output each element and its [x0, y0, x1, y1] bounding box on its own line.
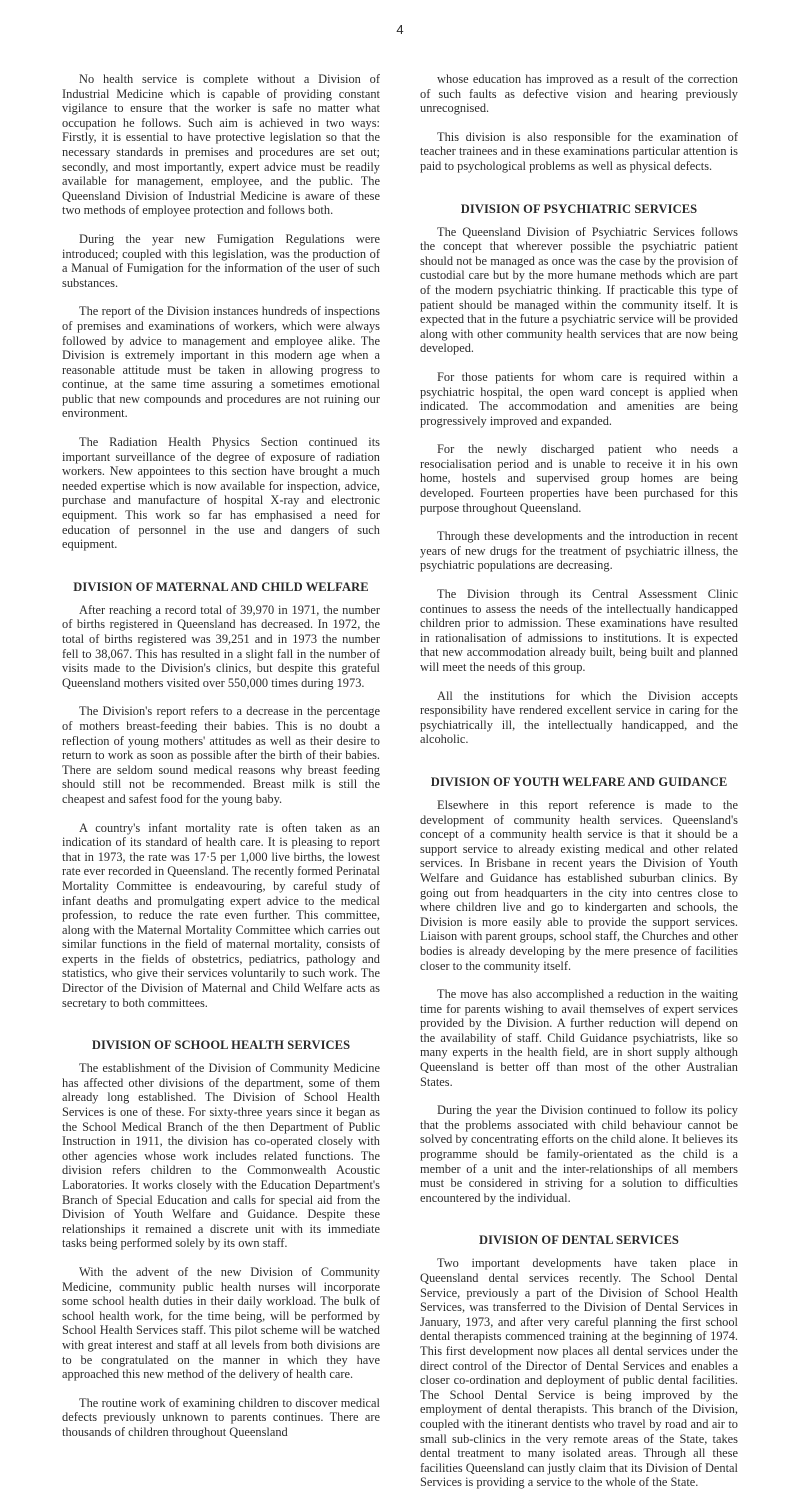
paragraph: With the advent of the new Division of Community Medicine, community public health nurses will incorporate some school health duties in their daily workload. The bulk of school health work, for the time being, will be performed by School Health Services staff. This pilot scheme will be watched with great interest and staff at all levels from both divisions are to be congratulated on the manner in which they have approached this new method of the delivery of health care. [62, 1264, 380, 1382]
paragraph: Through these developments and the introduction in recent years of new drugs for the treatment of psychiatric illness, the psychiatric populations are decreasing. [420, 529, 738, 573]
paragraph: whose education has improved as a result of the correction of such faults as defective vision and hearing previously unrecognised. [420, 72, 738, 116]
section [420, 775, 738, 1205]
section [420, 202, 738, 747]
paragraph: For the newly discharged patient who needs a resocialisation period and is unable to receive it in his own home, hostels and supervised group homes are being developed. Fourteen properties have been purchased for this purpose throughout Queensland. [420, 442, 738, 515]
section-heading: DIVISION OF SCHOOL HEALTH SERVICES [91, 1038, 351, 1053]
paragraph: The routine work of examining children to discover medical defects previously unknown to parents continues. There are thousands of children throughout Queensland [62, 1395, 380, 1439]
paragraph: This division is also responsible for the examination of teacher trainees and in these examinations particular attention is paid to psychological problems as well as physical defects. [420, 129, 738, 173]
section [62, 1038, 380, 1439]
section-heading: DIVISION OF YOUTH WELFARE AND GUIDANCE [430, 774, 728, 789]
section-heading: DIVISION OF DENTAL SERVICES [479, 1233, 679, 1248]
paragraph: The establishment of the Division of Community Medicine has affected other divisions of the department, some of them already long established. The Division of School Health Services is one of these. For sixty-three years since it began as the School Medical Branch of the then Department of Public Instruction in 1911, the division has co-operated closely with other agencies whose work includes related functions. The division refers children to the Commonwealth Acoustic Laboratories. It works closely with the Education Department's Branch of Special Education and calls for special aid from the Division of Youth Welfare and Guidance. Despite these relationships it remained a discrete unit with its immediate tasks being performed solely by its own staff. [62, 1061, 380, 1251]
paragraph: No health service is complete without a Division of Industrial Medicine which is capable of providing constant vigilance to ensure that the worker is safe no matter what occupation he follows. Such aim is achieved in two ways: Firstly, it is essential to have protective legislation so that the necessary standards in premises and procedures are set out; secondly, and most importantly, expert advice must be readily available for management, employee, and the public. The Queensland Division of Industrial Medicine is aware of these two methods of employee protection and follows both. [62, 72, 380, 218]
paragraph: Elsewhere in this report reference is made to the development of community health services. Queensland's concept of a community health service is that it should be a support service to already existing medical and other related services. In Brisbane in recent years the Division of Youth Welfare and Guidance has established suburban clinics. By going out from headquarters in the city into centres close to where children live and go to kindergarten and schools, the Division is more easily able to provide the support services. Liaison with parent groups, school staff, the Churches and other bodies is already developing by the mere presence of facilities closer to the community itself. [420, 797, 738, 973]
section [62, 72, 380, 552]
left-column [62, 72, 380, 1454]
paragraph: The Division through its Central Assessment Clinic continues to assess the needs of the intellectually handicapped children prior to admission. These examinations have resulted in rationalisation of admissions to institutions. It is expected that new accommodation already built, being built and planned will meet the needs of this group. [420, 587, 738, 674]
paragraph: After reaching a record total of 39,970 in 1971, the number of births registered in Queensland has decreased. In 1972, the total of births registered was 39,251 and in 1973 the number fell to 38,067. This has resulted in a slight fall in the number of visits made to the Division's clinics, but despite this grateful Queensland mothers visited over 550,000 times during 1973. [62, 602, 380, 690]
paragraph: A country's infant mortality rate is often taken as an indication of its standard of health care. It is pleasing to report that in 1973, the rate was 17·5 per 1,000 live births, the lowest rate ever recorded in Queensland. The recently formed Perinatal Mortality Committee is endeavouring, by careful study of infant deaths and promulgating expert advice to the medical profession, to reduce the rate even further. This committee, along with the Maternal Mortality Committee which carries out similar functions in the field of maternal mortality, consists of experts in the fields of obstetrics, pediatrics, pathology and statistics, who give their services voluntarily to such work. The Director of the Division of Maternal and Child Welfare acts as secretary to both committees. [62, 820, 380, 1010]
paragraph: Two important developments have taken place in Queensland dental services recently. The School Dental Service, previously a part of the Division of School Health Services, was transferred to the Division of Dental Services in January, 1973, and after very careful planning the first school dental therapists commenced training at the beginning of 1974. This first development now places all dental services under the direct control of the Director of Dental Services and enables a closer co-ordination and deployment of public dental facilities. The School Dental Service is being improved by the employment of dental therapists. This branch of the Division, coupled with the itinerant dentists who travel by road and air to small sub-clinics in the very remote areas of the State, takes dental treatment to many isolated areas. Through all these facilities Queensland can justly claim that its Division of Dental Services is providing a service to the whole of the State. [420, 1256, 738, 1490]
paragraph: For those patients for whom care is required within a psychiatric hospital, the open ward concept is applied when indicated. The accommodation and amenities are being progressively improved and expanded. [420, 369, 738, 428]
paragraph: The report of the Division instances hundreds of inspections of premises and examinations of workers, which were always followed by advice to management and employee alike. The Division is extremely important in this modern age when a reasonable attitude must be taken in allowing progress to continue, at the same time assuring a sometimes emotional public that new compounds and procedures are not ruining our environment. [62, 304, 380, 421]
section [420, 72, 738, 174]
section [420, 1233, 738, 1490]
paragraph: During the year new Fumigation Regulations were introduced; coupled with this legislation, was the production of a Manual of Fumigation for the information of the user of such substances. [62, 231, 380, 290]
paragraph: The move has also accomplished a reduction in the waiting time for parents wishing to avail themselves of expert services provided by the Division. A further reduction will depend on the availability of staff. Child Guidance psychiatrists, like so many experts in the health field, are in short supply although Queensland is better off than most of the other Australian States. [420, 987, 738, 1089]
section-heading: DIVISION OF MATERNAL AND CHILD WELFARE [73, 579, 369, 594]
page-number: 4 [396, 22, 404, 37]
paragraph: All the institutions for which the Division accepts responsibility have rendered excellent service in caring for the psychiatrically ill, the intellectually handicapped, and the alcoholic. [420, 688, 738, 747]
paragraph: The Radiation Health Physics Section continued its important surveillance of the degree of exposure of radiation workers. New appointees to this section have brought a much needed expertise which is now available for inspection, advice, purchase and manufacture of hospital X-ray and electronic equipment. This work so far has emphasised a need for education of personnel in the use and dangers of such equipment. [62, 435, 380, 552]
paragraph: The Division's report refers to a decrease in the percentage of mothers breast-feeding their babies. This is no doubt a reflection of young mothers' attitudes as well as their desire to return to work as soon as possible after the birth of their babies. There are seldom sound medical reasons why breast feeding should still not be recommended. Breast milk is still the cheapest and safest food for the young baby. [62, 704, 380, 806]
paragraph: The Queensland Division of Psychiatric Services follows the concept that wherever possible the psychiatric patient should not be managed as once was the case by the provision of custodial care but by the more humane methods which are part of the modern psychiatric thinking. If practicable this type of patient should be managed within the community itself. It is expected that in the future a psychiatric service will be provided along with other community health services that are now being developed. [420, 224, 738, 356]
section [62, 580, 380, 1010]
section-heading: DIVISION OF PSYCHIATRIC SERVICES [460, 201, 698, 216]
paragraph: During the year the Division continued to follow its policy that the problems associated with child behaviour cannot be solved by concentrating efforts on the child alone. It believes its programme should be family-orientated as the child is a member of a unit and the inter-relationships of all members must be considered in striving for a solution to difficulties encountered by the individual. [420, 1103, 738, 1205]
right-column [420, 72, 738, 1504]
